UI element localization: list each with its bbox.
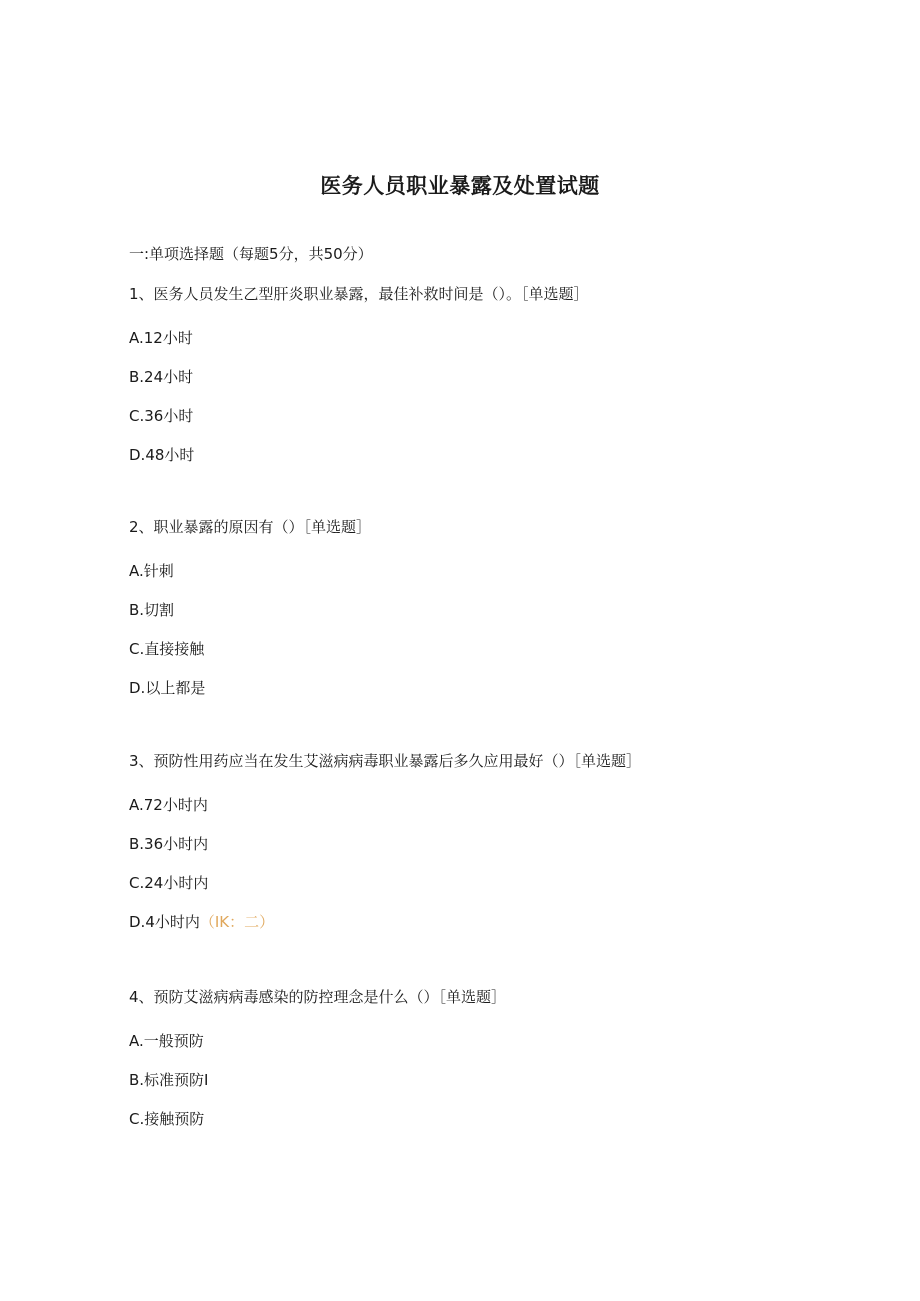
question-4-option-a[interactable]: A.一般预防	[129, 1032, 204, 1050]
question-3-option-b[interactable]: B.36小时内	[129, 835, 209, 853]
question-2: 2、职业暴露的原因有（）［单选题］	[129, 518, 372, 536]
question-3: 3、预防性用药应当在发生艾滋病病毒职业暴露后多久应用最好（）［单选题］	[129, 752, 642, 770]
question-1-option-c[interactable]: C.36小时	[129, 407, 194, 425]
question-4: 4、预防艾滋病病毒感染的防控理念是什么（）［单选题］	[129, 988, 507, 1006]
question-4-option-b[interactable]: B.标准预防I	[129, 1071, 209, 1089]
question-4-option-c[interactable]: C.接触预防	[129, 1110, 205, 1128]
question-2-option-c[interactable]: C.直接接触	[129, 640, 205, 658]
question-1: 1、医务人员发生乙型肝炎职业暴露，最佳补救时间是（）。［单选题］	[129, 285, 589, 303]
question-2-option-a[interactable]: A.针刺	[129, 562, 174, 580]
question-1-option-b[interactable]: B.24小时	[129, 368, 194, 386]
page-title: 医务人员职业暴露及处置试题	[320, 174, 600, 198]
question-3-option-a[interactable]: A.72小时内	[129, 796, 208, 814]
question-2-option-d[interactable]: D.以上都是	[129, 679, 206, 697]
answer-note: （IK：二）	[199, 913, 275, 931]
section-header: 一:单项选择题（每题5分，共50分）	[129, 245, 373, 263]
question-2-option-b[interactable]: B.切割	[129, 601, 175, 619]
question-1-option-d[interactable]: D.48小时	[129, 446, 195, 464]
question-3-option-d[interactable]	[129, 909, 274, 935]
question-3-option-c[interactable]: C.24小时内	[129, 874, 209, 892]
question-1-option-a[interactable]: A.12小时	[129, 329, 193, 347]
option-d-text: D.4小时内	[129, 913, 200, 931]
